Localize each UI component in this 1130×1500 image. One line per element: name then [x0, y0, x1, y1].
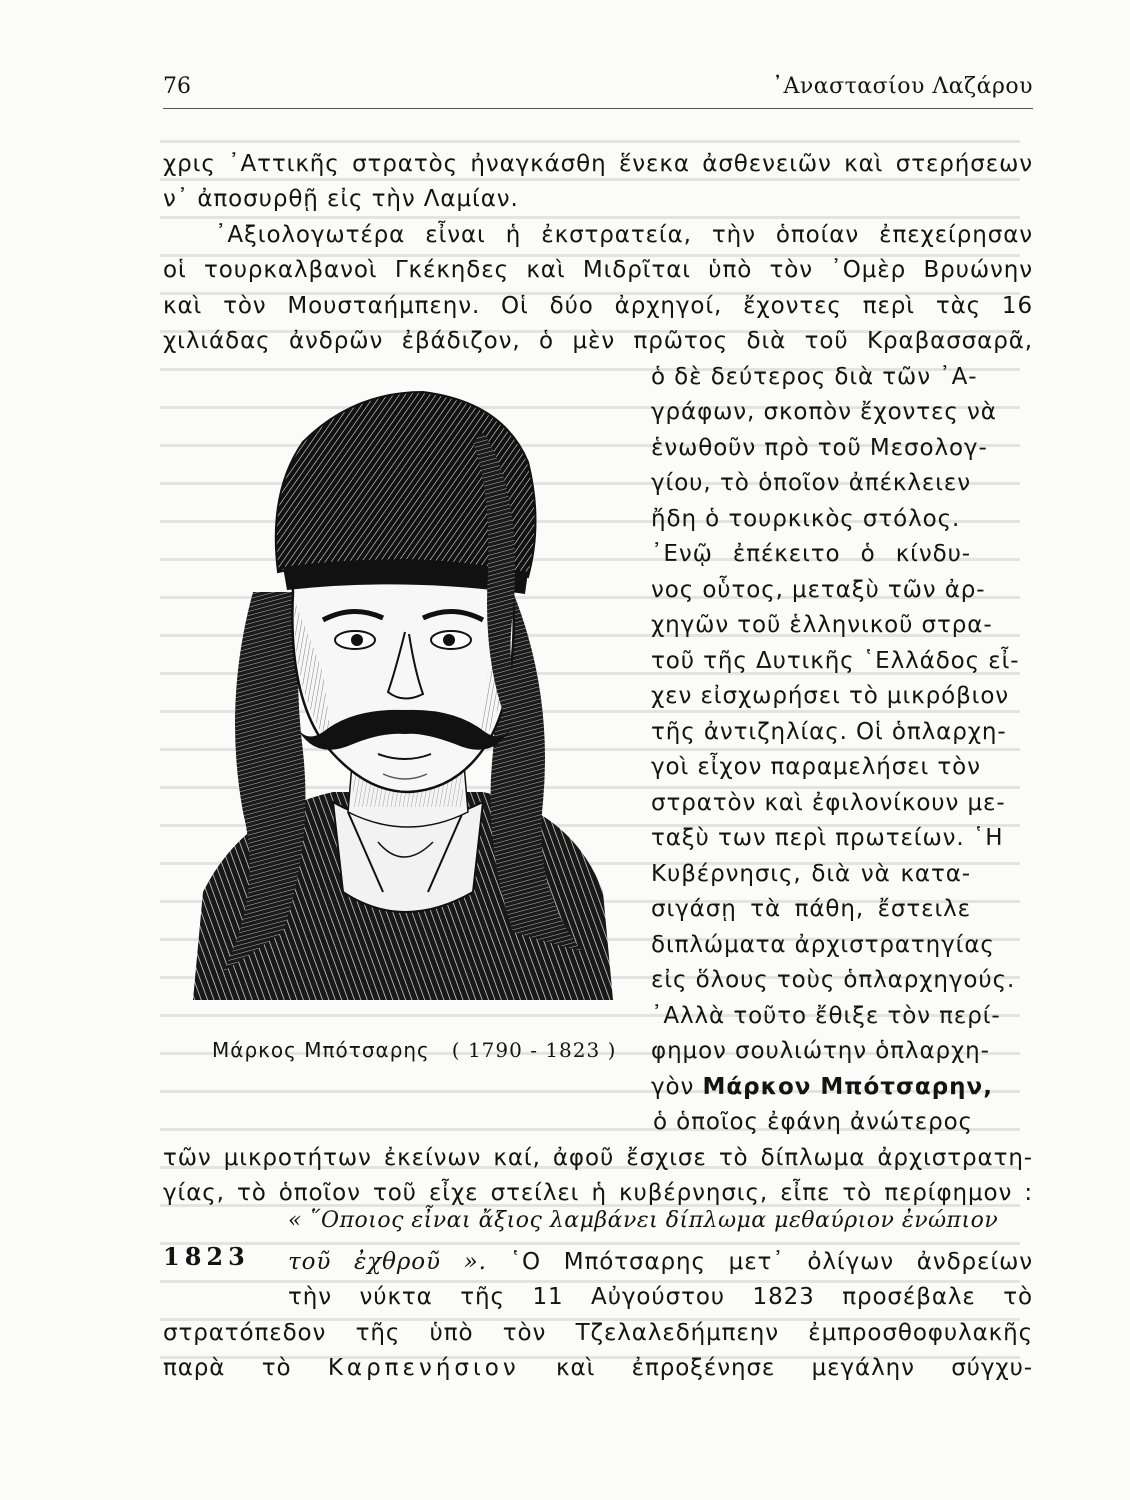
column-line: τῆς ἀντιζηλίας. Οἱ ὁπλαρχη- [651, 719, 1007, 745]
body-line: χρις ᾿Αττικῆς στρατὸς ἠναγκάσθη ἕνεκα ἀσθενειῶν καὶ στερήσεων [163, 151, 1033, 177]
body-line: τῶν μικροτήτων ἐκείνων καί, ἀφοῦ ἔσχισε τὸ δίπλωμα ἀρχιστρατη- [163, 1145, 1033, 1171]
body-text: καὶ ἐπροξένησε μεγάλην σύγχυ- [519, 1355, 1033, 1381]
quote-end: τοῦ ἐχθροῦ ». [288, 1249, 487, 1275]
column-line: διπλώματα ἀρχιστρατηγίας [651, 932, 995, 958]
body-line: στρατόπεδον τῆς ὑπὸ τὸν Τζελαλεδήμπεην ἐμπροσθοφυλακῆς [163, 1320, 1033, 1346]
column-line: χεν εἰσχωρήσει τὸ μικρόβιον [651, 683, 1010, 709]
quote-line: « ῞Οποιος εἶναι ἄξιος λαμβάνει δίπλωμα μεθαύριον ἐνώπιον [288, 1208, 999, 1233]
column-line: γίου, τὸ ὁποῖον ἀπέκλειεν [651, 470, 971, 496]
body-line: καὶ τὸν Μουσταήμπεην. Οἱ δύο ἀρχηγοί, ἔχοντες περὶ τὰς 16 [163, 293, 1033, 319]
portrait-caption [212, 1038, 616, 1062]
column-line: εἰς ὅλους τοὺς ὁπλαρχηγούς. [651, 967, 1016, 993]
column-line: ταξὺ των περὶ πρωτείων. ῾Η [651, 825, 1004, 851]
body-line-last [163, 1352, 1033, 1384]
column-line: σιγάσῃ τὰ πάθη, ἔστειλε [651, 896, 971, 922]
column-line: γράφων, σκοπὸν ἔχοντες νὰ [651, 399, 997, 425]
column-line: ᾿Αλλὰ τοῦτο ἔθιξε τὸν περί- [651, 1003, 1001, 1029]
body-line: οἱ τουρκαλβανοὶ Γκέκηδες καὶ Μιδρῖται ὑπὸ τὸν ᾿Ομὲρ Βρυώνην [163, 257, 1033, 283]
column-line: χηγῶν τοῦ ἑλληνικοῦ στρα- [651, 612, 993, 638]
running-head: ᾿Αναστασίου Λαζάρου [772, 74, 1033, 99]
header-rule [163, 108, 1033, 109]
column-line: Κυβέρνησις, διὰ νὰ κατα- [651, 861, 971, 887]
body-line: ν᾿ ἀποσυρθῇ εἰς τὴν Λαμίαν. [163, 186, 519, 212]
caption-years: ( 1790 - 1823 ) [451, 1038, 617, 1062]
bold-name-markos-botsaris: Μάρκον Μπότσαρην, [702, 1074, 993, 1100]
column-line: ᾿Ενῷ ἐπέκειτο ὁ κίνδυ- [651, 541, 971, 567]
column-line: γοὶ εἶχον παραμελήσει τὸν [651, 754, 981, 780]
body-text: παρὰ τὸ [163, 1355, 328, 1381]
column-line: ὁ ὁποῖος ἐφάνη ἀνώτερος [653, 1109, 973, 1135]
portrait-engraving [183, 372, 623, 1000]
margin-year-marker: 1823 [163, 1242, 250, 1271]
column-text: γὸν [651, 1074, 703, 1100]
column-line: φημον σουλιώτην ὁπλαρχη- [651, 1038, 990, 1064]
body-line: χιλιάδας ἀνδρῶν ἐβάδιζον, ὁ μὲν πρῶτος διὰ τοῦ Κραβασσαρᾶ, [163, 328, 1033, 354]
caption-name: Μάρκος Μπότσαρης [212, 1038, 430, 1062]
column-line: ἤδη ὁ τουρκικὸς στόλος. [651, 506, 961, 532]
body-line: γίας, τὸ ὁποῖον τοῦ εἶχε στείλει ἡ κυβέρνησις, εἶπε τὸ περίφημον : [163, 1180, 1033, 1206]
column-line-with-name [651, 1071, 993, 1103]
body-text: ῾Ο Μπότσαρης μετ᾿ ὀλίγων ἀνδρείων [509, 1249, 1033, 1275]
column-line: ἑνωθοῦν πρὸ τοῦ Μεσολογ- [651, 435, 988, 461]
quote-line-2 [288, 1246, 1033, 1278]
column-line: νος οὗτος, μεταξὺ τῶν ἀρ- [651, 577, 986, 603]
body-line: ᾿Αξιολογωτέρα εἶναι ἡ ἐκστρατεία, τὴν ὁποίαν ἐπεχείρησαν [215, 222, 1033, 248]
column-line: στρατὸν καὶ ἐφιλονίκουν με- [651, 790, 1006, 816]
page-number: 76 [163, 74, 191, 99]
column-line: ὁ δὲ δεύτερος διὰ τῶν ᾿Α- [651, 364, 978, 390]
column-line: τοῦ τῆς Δυτικῆς ῾Ελλάδος εἶ- [651, 648, 1020, 674]
body-line: τὴν νύκτα τῆς 11 Αὐγούστου 1823 προσέβαλε τὸ [288, 1284, 1033, 1310]
page-header [163, 74, 1033, 106]
place-name-karpenisi: Καρπενήσιον [327, 1355, 520, 1381]
